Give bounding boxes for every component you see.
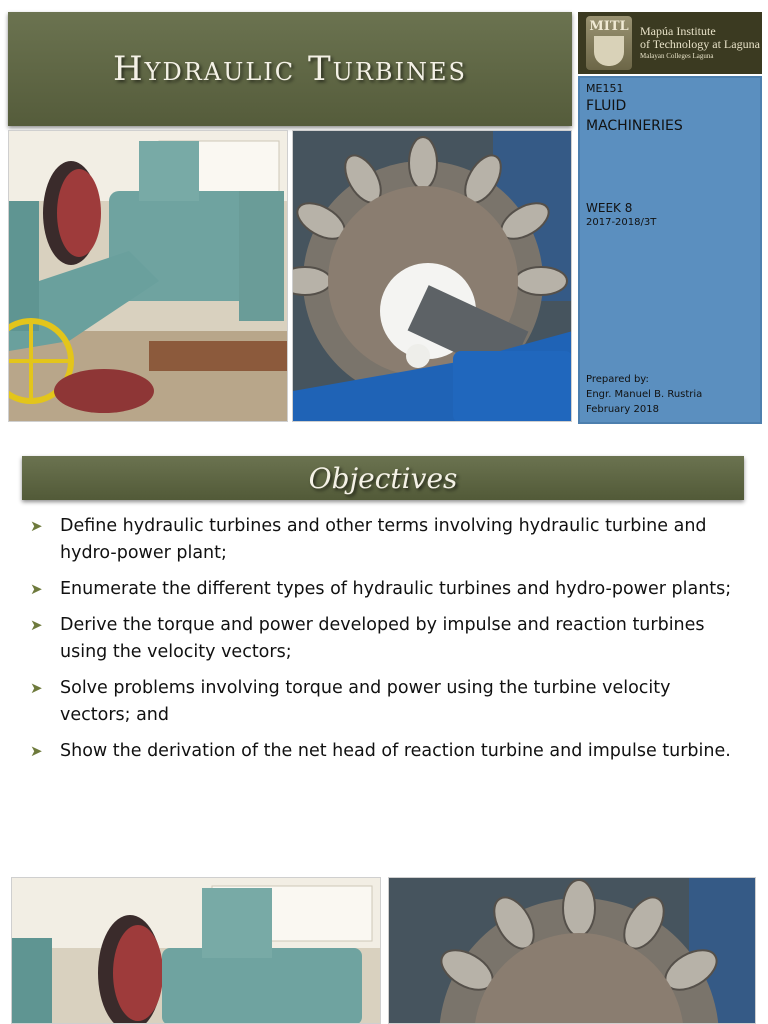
term-label: 2017-2018/3T — [586, 216, 657, 228]
course-name-line1: FLUID — [586, 98, 627, 114]
pelton-wheel-photo — [292, 130, 572, 422]
week-label: WEEK 8 — [586, 200, 633, 215]
arrow-bullet-icon: ➤ — [30, 517, 43, 535]
shield-icon — [594, 36, 624, 66]
objectives-heading: Objectives — [308, 461, 458, 495]
list-item — [30, 738, 742, 765]
logo-name-line2: of Technology at Laguna — [640, 37, 760, 52]
logo-abbreviation: MITL — [589, 19, 629, 34]
list-item — [30, 612, 742, 666]
objective-text: Enumerate the different types of hydraulic turbines and hydro-power plants; — [60, 579, 732, 599]
objectives-header — [22, 456, 744, 500]
logo-subtitle: Malayan Colleges Laguna — [640, 52, 714, 61]
course-info-panel — [578, 76, 762, 424]
list-item — [30, 513, 742, 567]
objective-text: Solve problems involving torque and power using the turbine velocity vectors; and — [60, 678, 671, 725]
arrow-bullet-icon: ➤ — [30, 742, 43, 760]
list-item — [30, 576, 742, 603]
list-item — [30, 675, 742, 729]
arrow-bullet-icon: ➤ — [30, 616, 43, 634]
pelton-wheel-photo-bottom — [388, 877, 756, 1024]
logo-text — [640, 25, 760, 61]
course-code: ME151 — [586, 82, 624, 95]
objectives-list — [30, 513, 742, 774]
objective-text: Derive the torque and power developed by impulse and reaction turbines using the velocity vectors; — [60, 615, 705, 662]
arrow-bullet-icon: ➤ — [30, 679, 43, 697]
prepared-date: February 2018 — [586, 404, 659, 415]
turbine-machine-photo-bottom — [11, 877, 381, 1024]
prepared-by — [586, 372, 702, 417]
page-title: Hydraulic Turbines — [112, 49, 467, 89]
course-name — [586, 96, 754, 137]
author-name: Engr. Manuel B. Rustria — [586, 389, 703, 400]
turbine-machine-photo — [8, 130, 288, 422]
prepared-label: Prepared by: — [586, 374, 649, 385]
objective-text: Show the derivation of the net head of reaction turbine and impulse turbine. — [60, 741, 731, 761]
seal-icon — [586, 16, 632, 70]
institution-logo — [578, 12, 762, 74]
arrow-bullet-icon: ➤ — [30, 580, 43, 598]
title-banner — [8, 12, 572, 126]
course-name-line2: MACHINERIES — [586, 118, 683, 135]
logo-name-line1: Mapúa Institute — [640, 23, 716, 38]
objective-text: Define hydraulic turbines and other terms involving hydraulic turbine and hydro-power plant; — [60, 516, 707, 563]
